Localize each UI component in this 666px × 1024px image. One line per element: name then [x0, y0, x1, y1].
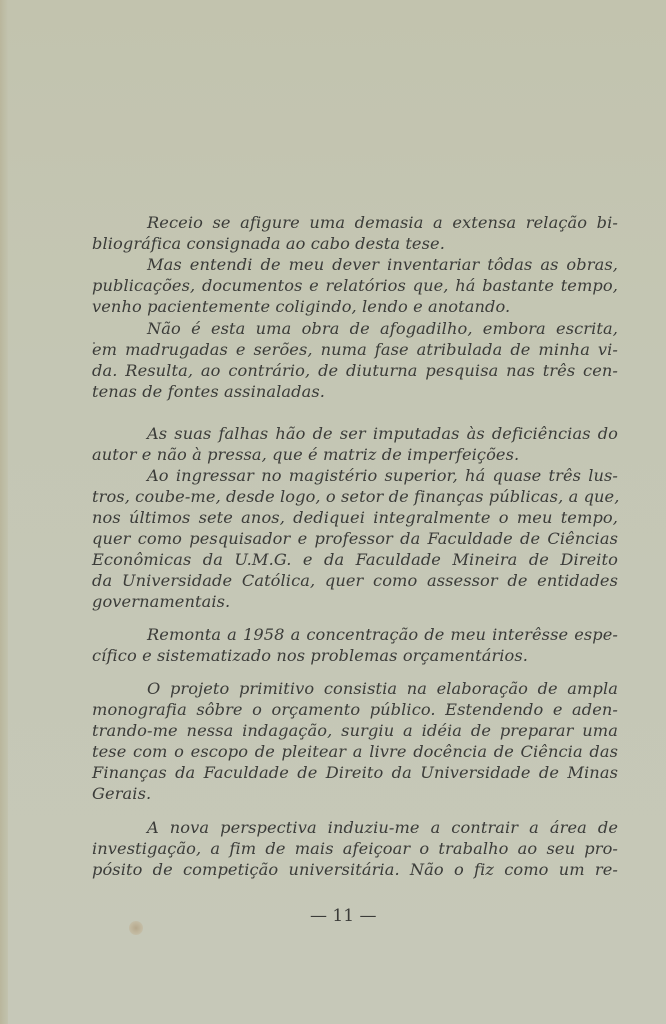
text-line: nos últimos sete anos, dediquei integralmente o meu tempo, — [92, 508, 618, 527]
text-line: bliográfica consignada ao cabo desta tese. — [92, 234, 445, 253]
text-line: tenas de fontes assinaladas. — [92, 382, 326, 401]
text-line: Ao ingressar no magistério superior, há quase três lus- — [147, 466, 618, 485]
text-line: Não é esta uma obra de afogadilho, embora escrita, — [147, 319, 618, 338]
text-line: trando-me nessa indagação, surgiu a idéia de preparar uma — [92, 721, 618, 740]
text-line: quer como pesquisador e professor da Faculdade de Ciências — [92, 529, 618, 548]
text-line: pósito de competição universitária. Não o fiz como um re- — [92, 860, 618, 879]
text-line: tros, coube-me, desde logo, o setor de finanças públicas, a que, — [92, 487, 620, 506]
text-line: investigação, a fim de mais afeiçoar o trabalho ao seu pro- — [92, 839, 618, 858]
text-line: tese com o escopo de pleitear a livre docência de Ciência das — [92, 742, 618, 761]
text-line: Econômicas da U.M.G. e da Faculdade Mineira de Direito — [92, 550, 618, 569]
text-line: Receio se afigure uma demasia a extensa relação bi- — [147, 213, 618, 232]
text-line: em madrugadas e serões, numa fase atribulada de minha vi- — [92, 340, 618, 359]
text-line: cífico e sistematizado nos problemas orçamentários. — [92, 646, 529, 665]
text-line: A nova perspectiva induziu-me a contrair a área de — [147, 818, 618, 837]
text-line: As suas falhas hão de ser imputadas às deficiências do — [147, 424, 618, 443]
text-line: O projeto primitivo consistia na elaboração de ampla — [147, 679, 618, 698]
text-line: governamentais. — [92, 592, 231, 611]
text-line: autor e não à pressa, que é matriz de imperfeições. — [92, 445, 520, 464]
text-line: Mas entendi de meu dever inventariar tôdas as obras, — [147, 255, 618, 274]
page-number: — 11 — — [310, 906, 377, 926]
text-line: publicações, documentos e relatórios que, há bastante tempo, — [92, 276, 618, 295]
text-line: Finanças da Faculdade de Direito da Universidade de Minas — [92, 763, 618, 782]
paper-stain — [129, 921, 143, 935]
text-line: da Universidade Católica, quer como assessor de entidades — [92, 571, 618, 590]
page-edge-shadow — [0, 0, 8, 1024]
text-line: Gerais. — [92, 784, 152, 803]
text-line: da. Resulta, ao contrário, de diuturna pesquisa nas três cen- — [92, 361, 618, 380]
text-line: monografia sôbre o orçamento público. Estendendo e aden- — [92, 700, 618, 719]
text-line: venho pacientemente coligindo, lendo e anotando. — [92, 297, 511, 316]
text-line: Remonta a 1958 a concentração de meu interêsse espe- — [147, 625, 618, 644]
